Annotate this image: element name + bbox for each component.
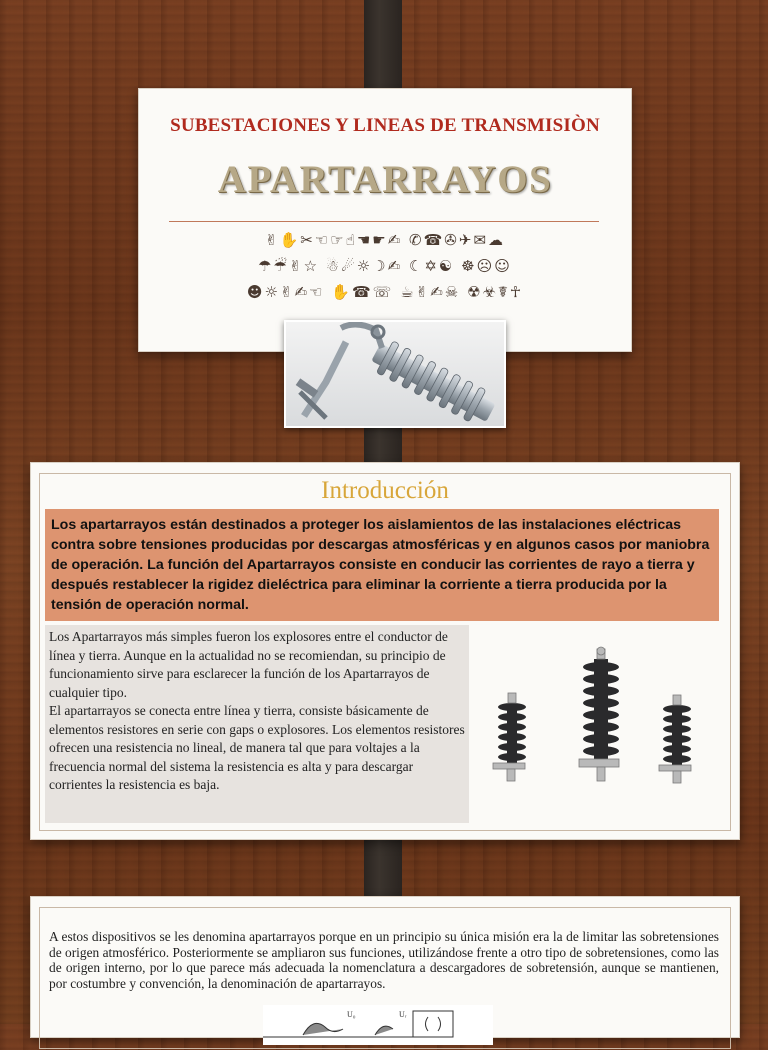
strap-middle [364,422,402,466]
diagram-label-2: Uᵣ [399,1010,407,1019]
strap-lower [364,834,402,900]
introduction-slide [30,462,740,840]
highlight-box: Los apartarrayos están destinados a proteger los aislamientos de las instalaciones eléctricas contra sobre tensiones producidas por descargas atmosféricas y en algunos casos por maniobra de operación. La función del Apartarrayos consiste en conducir las corrientes de rayo a tierra y después restablecer la rigidez dieléctrica para eliminar la corriente a tierra producida por la tensión de operación normal. [45,509,719,621]
definition-slide [30,896,740,1038]
slide-title: APARTARRAYOS [217,158,553,201]
diagram-label-1: U₀ [347,1010,356,1019]
wingdings-line-2: ☂☔✌☆ ☃☄☼☽✍ ☾✡☯ ☸☹☺ [258,257,512,275]
body-paragraph-1: Los Apartarrayos más simples fueron los explosores entre el conductor de línea y tierra. Aunque en la actualidad no se recomiendan, su principio de funcionamiento sirve para esclarecer la función de los Apartarrayos de cualquier tipo. [49,629,448,700]
body-paragraph-2: El apartarrayos se conecta entre línea y tierra, consiste básicamente de elementos resistores en serie con gaps o explosores. Los elementos resistores ofrecen una resistencia no lineal, de manera tal que para voltajes a la frecuencia normal del sistema la resistencia es alta y para descargar corrientes la resistencia es baja. [49,703,465,792]
wingdings-line-3: ☻☼✌✍☜ ✋☎☏ ☕✌✍☠ ☢☣☤☥ [246,283,524,301]
definition-text: A estos dispositivos se les denomina apartarrayos porque en un principio su única misión era la de limitar las sobretensiones de origen atmosférico. Posteriormente se ampliaron sus funciones, utilizándose frente a otro tipo de sobretensiones, como las de origen interno, por lo que parece más adecuada la nomenclatura a descargadores de sobretensión, aunque se mantienen, por costumbre y convención, la denominación de apartarrayos. [49,929,719,991]
slide-subtitle: SUBESTACIONES Y LINEAS DE TRANSMISIÒN [170,115,600,136]
introduction-heading: Introducción [321,477,449,504]
title-slide [138,88,632,352]
strap-top [364,0,402,92]
body-text-box [45,625,469,823]
title-divider [169,221,599,222]
circuit-diagram [263,1005,493,1045]
arresters-image [479,645,719,795]
wingdings-line-1: ✌✋✂☜☞☝☚☛✍ ✆☎✇✈✉☁ [264,231,506,249]
arrester-photo [284,320,506,428]
